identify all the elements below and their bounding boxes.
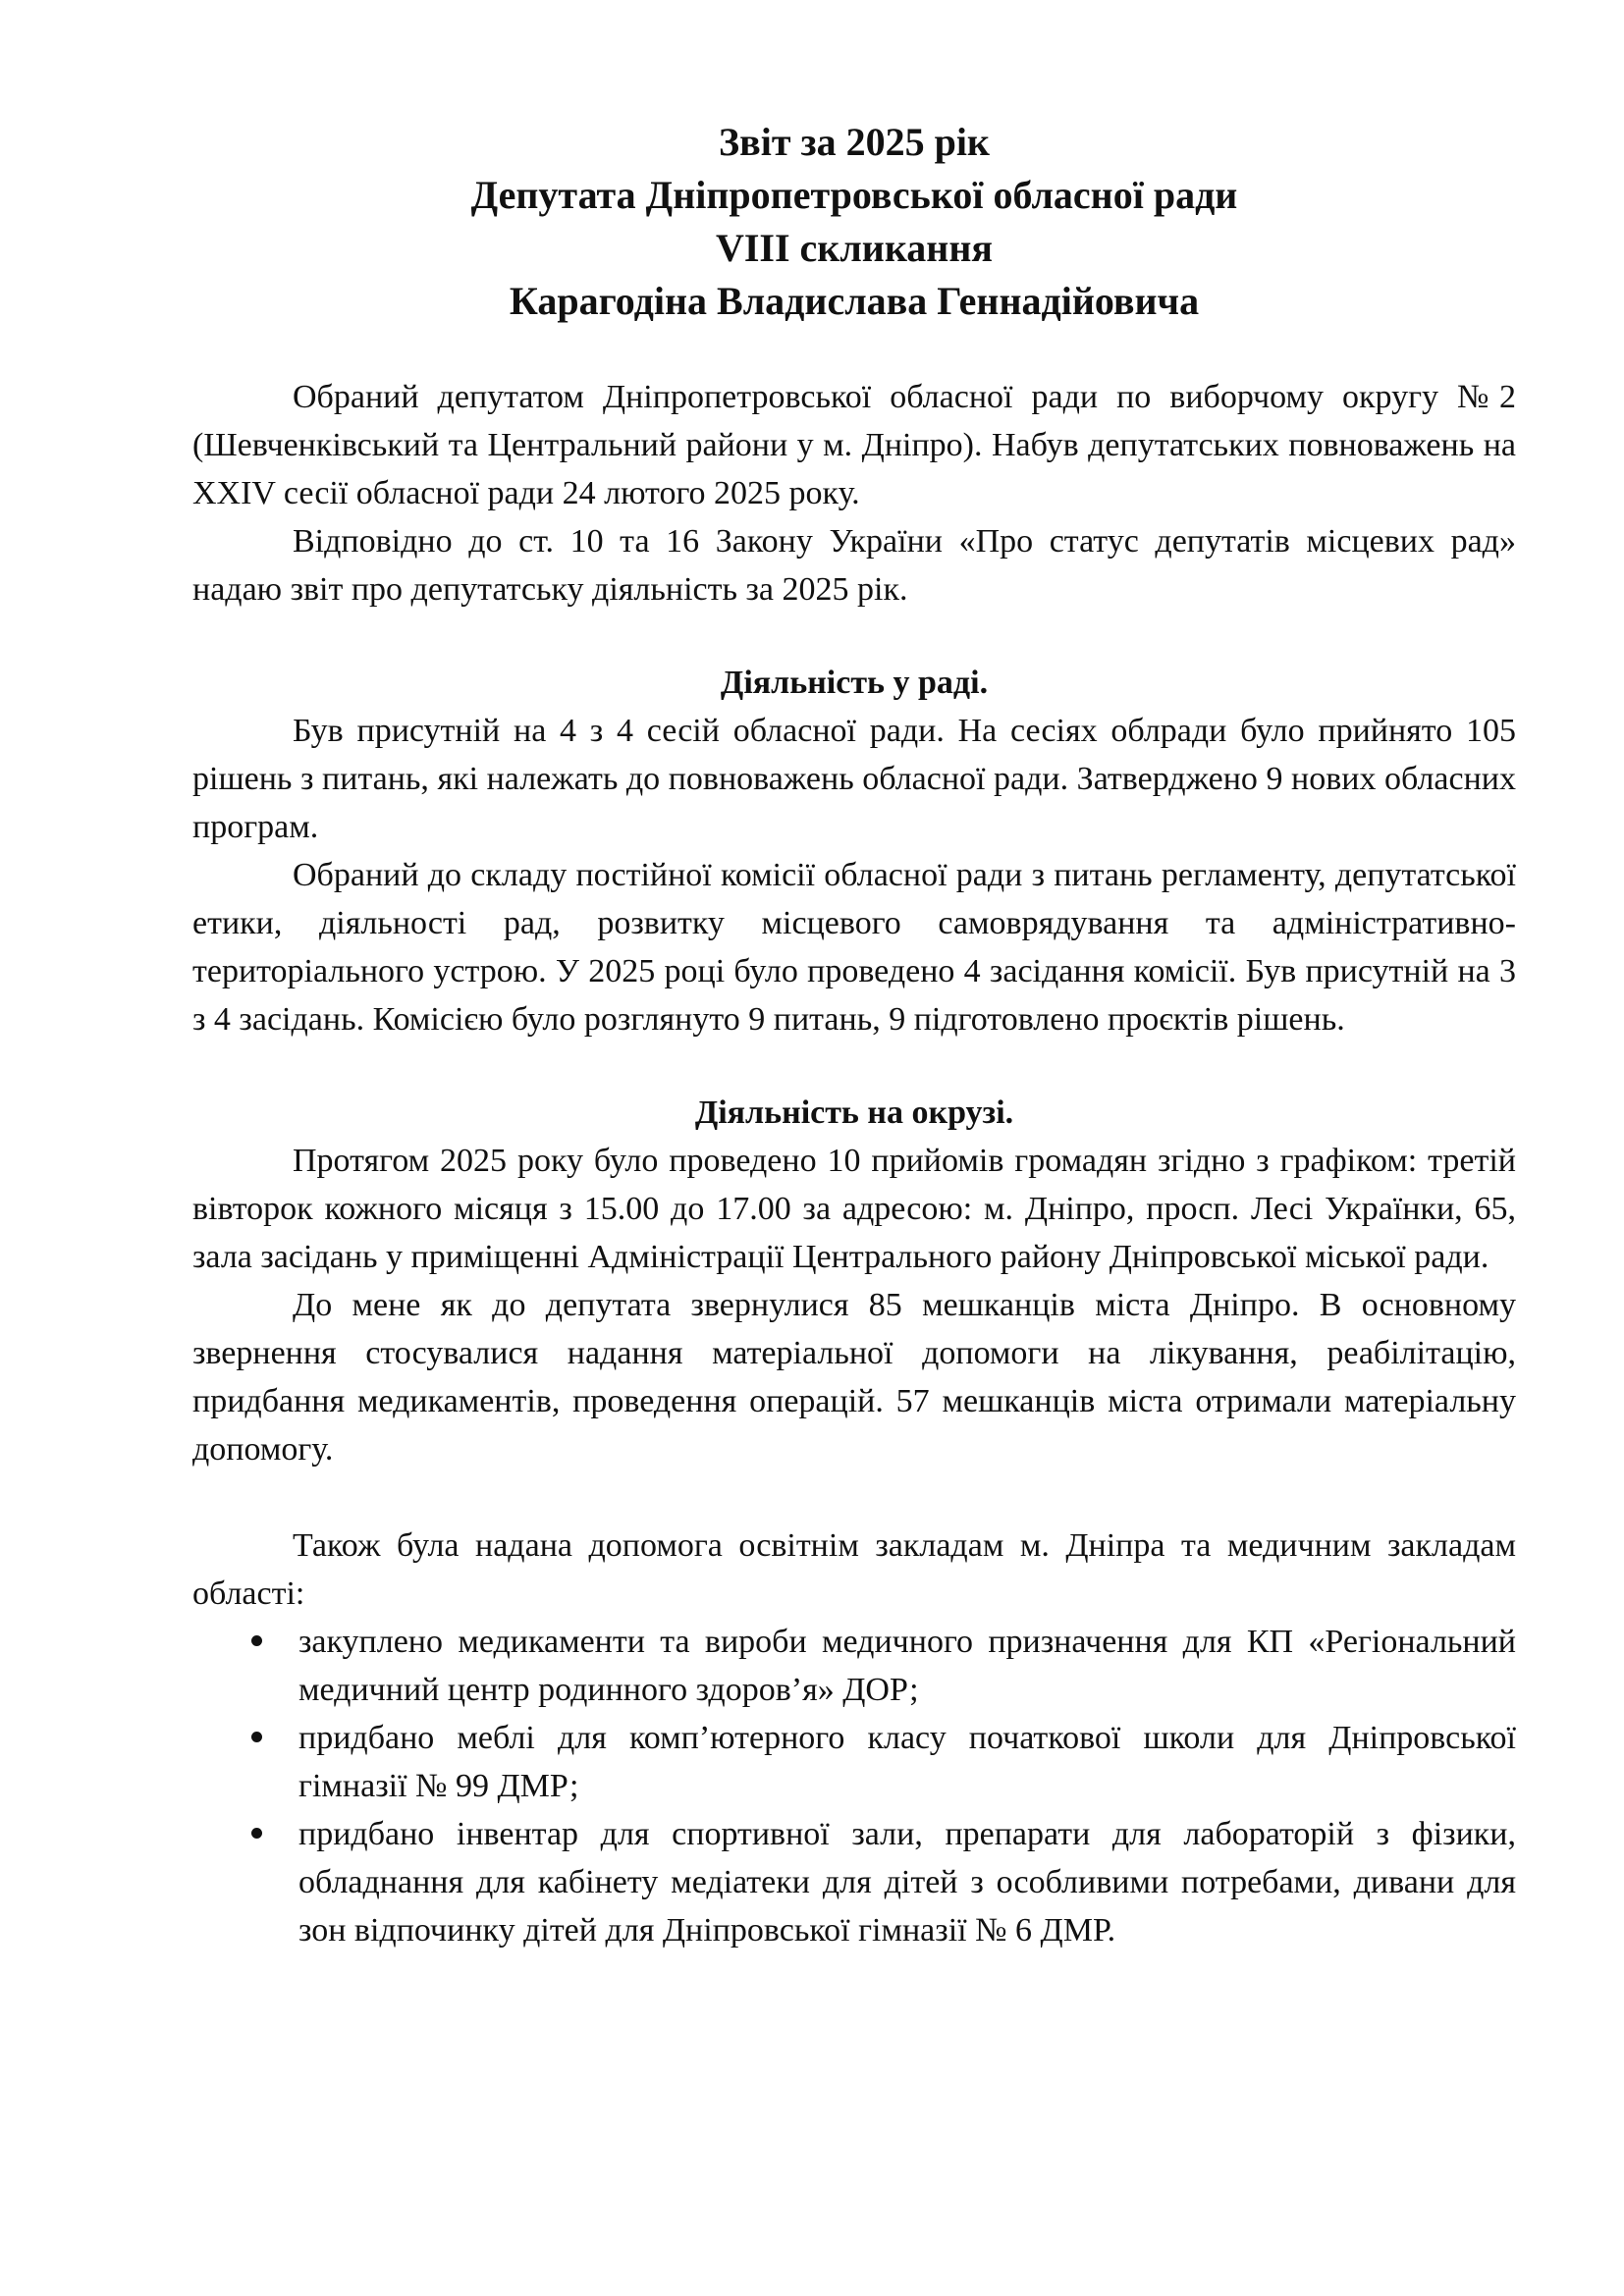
bullet-text: закуплено медикаменти та вироби медичного призначення для КП «Регіональний медичний центр родинного здоров’я» ДОР; [298,1624,1516,1708]
bullet-item [192,1618,1516,1714]
title-line-2: Депутата Дніпропетровської обласної ради [470,173,1238,217]
intro-paragraph-2: Відповідно до ст. 10 та 16 Закону України «Про статус депутатів місцевих рад» надаю звіт про депутатську діяльність за 2025 рік. [192,523,1516,608]
bullet-dot-icon [251,1828,262,1839]
council-section-heading: Діяльність у раді. [720,665,989,701]
bullet-text: придбано інвентар для спортивної зали, препарати для лабораторій з фізики, обладнання для кабінету медіатеки для дітей з особливими потребами, дивани для зон відпочинку дітей для Дніпровської гімназії № 6 ДМР. [298,1816,1516,1949]
paragraph-spacer [192,1473,1516,1522]
assistance-bullet-list [192,1618,1516,1954]
document-page [192,116,1516,1954]
council-paragraph-1: Був присутній на 4 з 4 сесій обласної ради. На сесіях облради було прийнято 105 рішень з питань, які належать до повноважень обласної ради. Затверджено 9 нових обласних програм. [192,713,1516,845]
council-paragraph-2: Обраний до складу постійної комісії обласної ради з питань регламенту, депутатської етики, діяльності рад, розвитку місцевого самоврядування та адміністративно-територіального устрою. У 2025 році було проведено 4 засідання комісії. Був присутній на 3 з 4 засідань. Комісією було розглянуто 9 питань, 9 підготовлено проєктів рішень. [192,857,1516,1038]
district-paragraph-1: Протягом 2025 року було проведено 10 прийомів громадян згідно з графіком: третій вівторок кожного місяця з 15.00 до 17.00 за адресою: м. Дніпро, просп. Лесі Українки, 65, зала засідань у приміщенні Адміністрації Центрального району Дніпровської міської ради. [192,1143,1516,1275]
bullet-item [192,1714,1516,1810]
intro-paragraph-1: Обраний депутатом Дніпропетровської обласної ради по виборчому округу №2 (Шевченківський та Центральний райони у м. Дніпро). Набув депутатських повноважень на XXIV сесії обласної ради 24 лютого 2025 року. [192,379,1516,511]
title-line-1: Звіт за 2025 рік [719,120,990,164]
bullet-text: придбано меблі для комп’ютерного класу початкової школи для Дніпровської гімназії № 99 ДМР; [298,1720,1516,1804]
title-line-4: Карагодіна Владислава Геннадійовича [509,279,1200,323]
document-title [192,116,1516,328]
bullet-item [192,1810,1516,1954]
district-paragraph-2: До мене як до депутата звернулися 85 мешканців міста Дніпро. В основному звернення стосувалися надання матеріальної допомоги на лікування, реабілітацію, придбання медикаментів, проведення операцій. 57 мешканців міста отримали матеріальну допомогу. [192,1287,1516,1468]
bullet-dot-icon [251,1635,262,1646]
title-line-3: VIII скликання [715,226,994,270]
district-paragraph-3: Також була надана допомога освітнім закладам м. Дніпра та медичним закладам області: [192,1527,1516,1612]
bullet-dot-icon [251,1732,262,1742]
district-section-heading: Діяльність на окрузі. [694,1095,1014,1131]
